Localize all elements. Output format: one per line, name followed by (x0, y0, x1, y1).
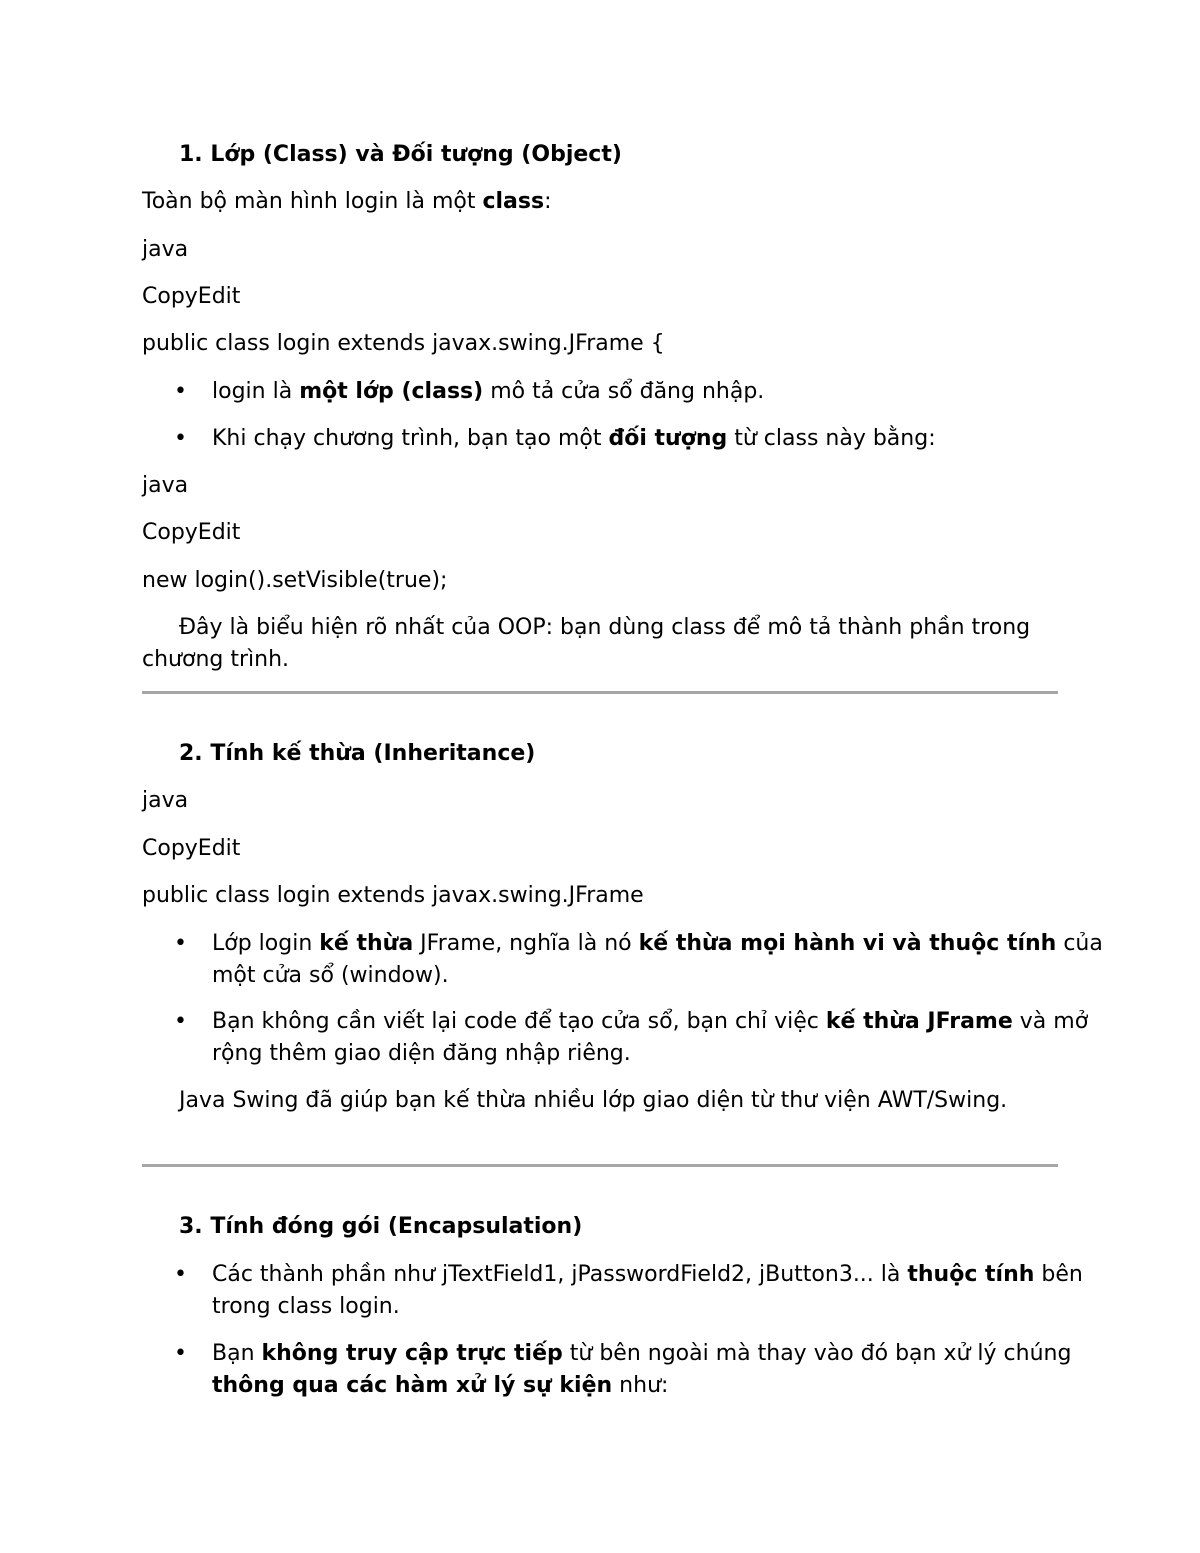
list-item (142, 1006, 1128, 1070)
list-item-text: từ bên ngoài mà thay vào đó bạn xử lý chúng (562, 1341, 1072, 1366)
copy-edit-label: CopyEdit (142, 284, 241, 309)
code-line: new login().setVisible(true); (142, 568, 448, 593)
list-item-bold: không truy cập trực tiếp (261, 1341, 563, 1366)
code-line: public class login extends javax.swing.JFrame { (142, 331, 665, 356)
section-1-intro (142, 186, 1058, 218)
code-lang-label: java (142, 237, 189, 262)
bullet-icon: • (174, 426, 187, 451)
list-item-text: Lớp login (212, 931, 320, 956)
list-item-text: Bạn không cần viết lại code để tạo cửa sổ, bạn chỉ việc (212, 1009, 826, 1034)
list-item-text: và mở rộng thêm giao diện đăng nhập riêng. (212, 1009, 1089, 1066)
bullet-icon: • (174, 1262, 187, 1287)
section-2-heading: 2. Tính kế thừa (Inheritance) (179, 741, 536, 766)
list-item (142, 928, 1128, 992)
list-item-text: Các thành phần như jTextField1, jPasswordField2, jButton3... là (212, 1262, 908, 1287)
list-item-text: JFrame, nghĩa là nó (413, 931, 639, 956)
code-lang-label: java (142, 473, 189, 498)
bullet-icon: • (174, 1009, 187, 1034)
bullet-icon: • (174, 931, 187, 956)
intro-bold: class (482, 189, 545, 214)
code-lang-label: java (142, 788, 189, 813)
section-2-note: Java Swing đã giúp bạn kế thừa nhiều lớp giao diện từ thư viện AWT/Swing. (179, 1088, 1008, 1113)
section-divider (142, 1164, 1058, 1167)
list-item-text: của một cửa sổ (window). (212, 931, 1103, 988)
list-item-text: như: (612, 1373, 669, 1398)
list-item (142, 376, 1128, 408)
section-divider (142, 691, 1058, 694)
list-item-bold: thông qua các hàm xử lý sự kiện (212, 1373, 613, 1398)
intro-text: Toàn bộ màn hình login là một (142, 189, 483, 214)
list-item-text: mô tả cửa sổ đăng nhập. (483, 379, 765, 404)
copy-edit-label: CopyEdit (142, 836, 241, 861)
list-item-bold: đối tượng (608, 426, 728, 451)
list-item-text: Khi chạy chương trình, bạn tạo một (212, 426, 609, 451)
list-item-bold: thuộc tính (907, 1262, 1035, 1287)
list-item-bold: một lớp (class) (299, 379, 484, 404)
list-item-text: bên trong class login. (212, 1262, 1083, 1319)
copy-edit-label: CopyEdit (142, 520, 241, 545)
intro-text-end: : (544, 189, 552, 214)
list-item-bold: kế thừa mọi hành vi và thuộc tính (638, 931, 1057, 956)
bullet-icon: • (174, 1341, 187, 1366)
section-3-heading: 3. Tính đóng gói (Encapsulation) (179, 1214, 583, 1239)
list-item-bold: kế thừa JFrame (825, 1009, 1013, 1034)
list-item-text: login là (212, 379, 300, 404)
section-1-heading: 1. Lớp (Class) và Đối tượng (Object) (179, 142, 622, 167)
list-item (142, 1259, 1128, 1323)
section-1-note: Đây là biểu hiện rõ nhất của OOP: bạn dùng class để mô tả thành phần trong chương trình. (142, 615, 1031, 672)
list-item (142, 423, 1128, 455)
list-item-bold: kế thừa (319, 931, 414, 956)
list-item-text: Bạn (212, 1341, 262, 1366)
bullet-icon: • (174, 379, 187, 404)
code-line: public class login extends javax.swing.JFrame (142, 883, 644, 908)
list-item (142, 1338, 1128, 1402)
list-item-text: từ class này bằng: (727, 426, 936, 451)
